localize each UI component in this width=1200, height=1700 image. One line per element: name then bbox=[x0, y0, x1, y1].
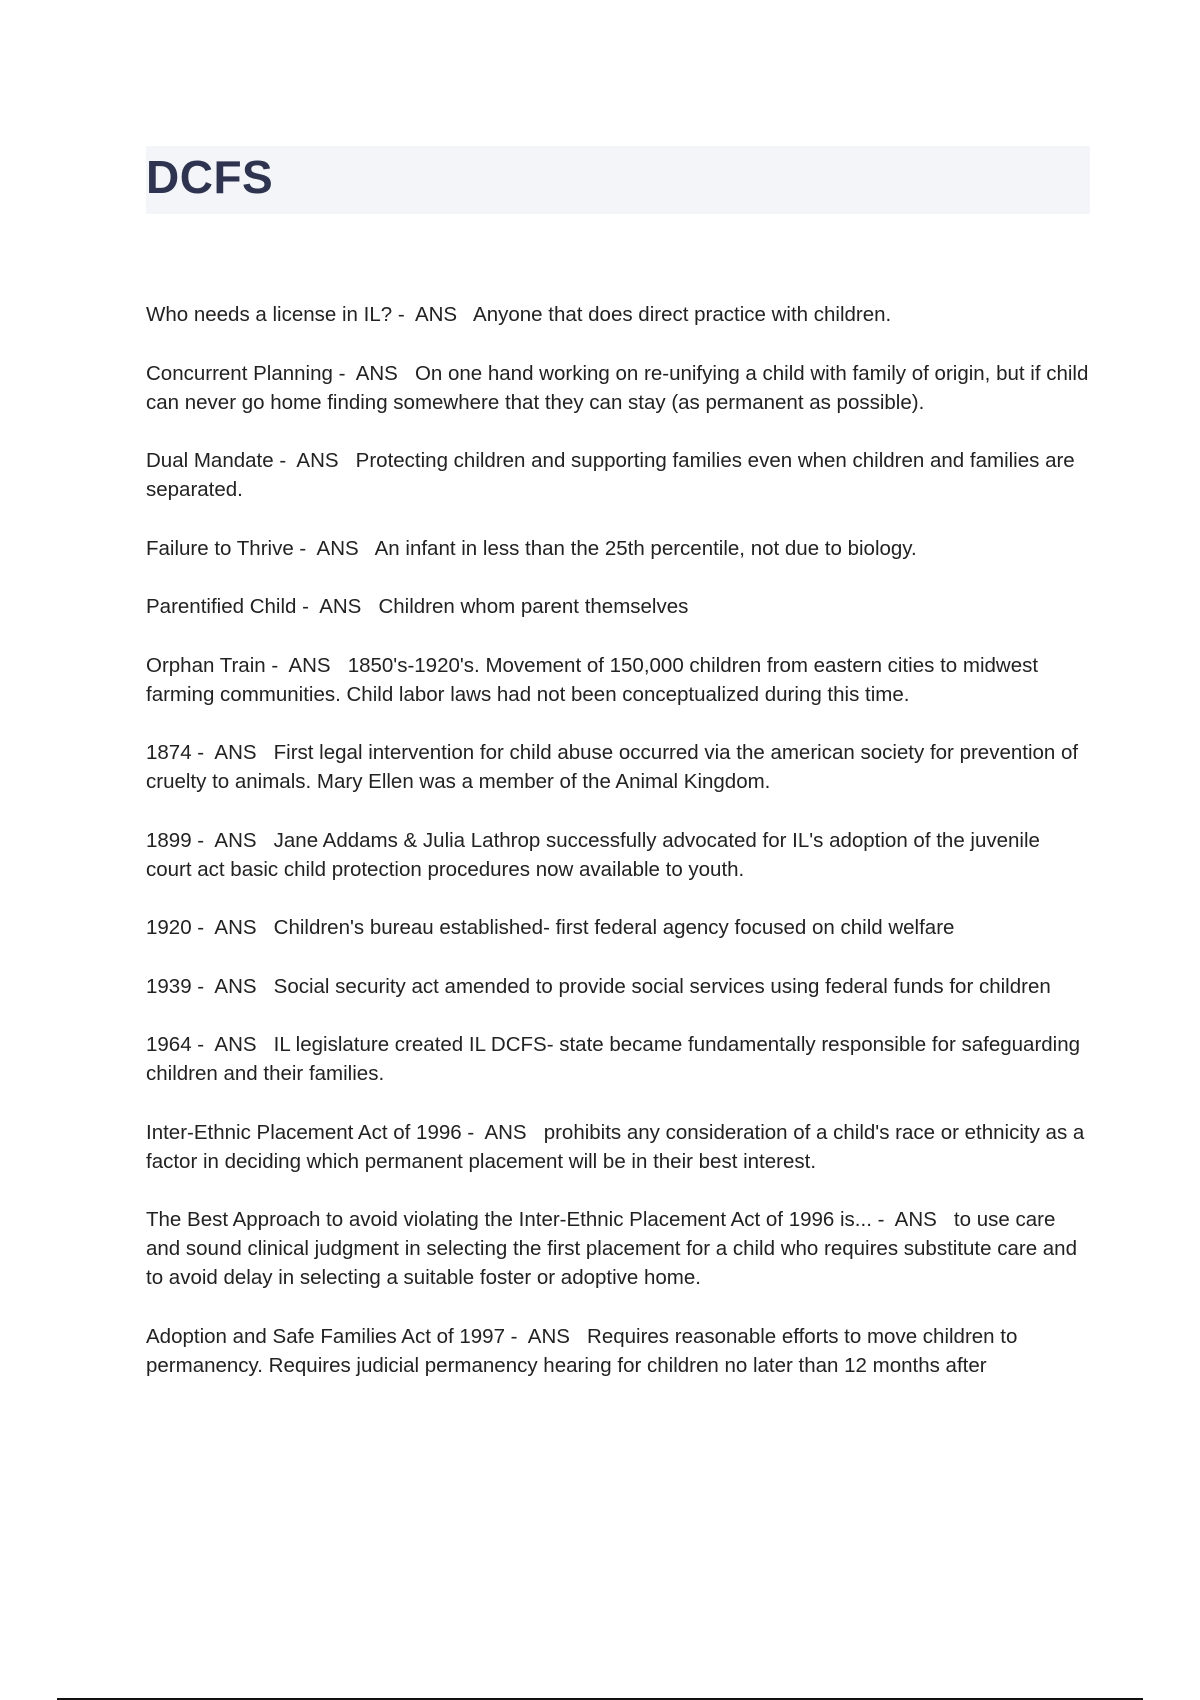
qa-separator: - ANS bbox=[191, 916, 274, 939]
qa-answer: prohibits any consideration of a child's race or ethnicity as a factor in deciding which permanent placement will be in their best interest. bbox=[146, 1120, 1085, 1173]
qa-term: Inter-Ethnic Placement Act of 1996 bbox=[146, 1120, 462, 1144]
qa-item bbox=[146, 738, 1090, 796]
page-title: DCFS bbox=[146, 151, 274, 203]
qa-item bbox=[146, 592, 1090, 621]
qa-term: 1899 bbox=[146, 828, 192, 852]
qa-answer: Jane Addams & Julia Lathrop successfully advocated for IL's adoption of the juvenile court act basic child protection procedures now available to youth. bbox=[146, 828, 1040, 881]
qa-separator: - ANS bbox=[296, 595, 379, 618]
qa-term: Adoption and Safe Families Act of 1997 bbox=[146, 1324, 505, 1348]
qa-term: 1964 bbox=[146, 1033, 192, 1056]
qa-answer: An infant in less than the 25th percentile, not due to biology. bbox=[374, 536, 917, 560]
qa-item bbox=[146, 826, 1090, 884]
qa-term: Dual Mandate bbox=[146, 449, 274, 472]
qa-item bbox=[146, 651, 1090, 709]
qa-item bbox=[146, 300, 1090, 329]
qa-separator: - ANS bbox=[504, 1324, 588, 1348]
qa-item bbox=[146, 534, 1090, 563]
qa-separator: - ANS bbox=[392, 303, 474, 326]
qa-item bbox=[146, 913, 1090, 942]
qa-term: 1920 bbox=[146, 916, 192, 939]
qa-separator: - ANS bbox=[191, 974, 274, 998]
qa-answer: Children's bureau established- first federal agency focused on child welfare bbox=[273, 916, 955, 939]
title-band bbox=[146, 146, 1090, 214]
qa-term: Orphan Train bbox=[146, 653, 266, 677]
qa-item bbox=[146, 446, 1090, 504]
qa-term: Parentified Child bbox=[146, 595, 297, 618]
qa-separator: - ANS bbox=[332, 361, 415, 385]
qa-answer: On one hand working on re-unifying a child with family of origin, but if child can never go home finding somewhere that they can stay (as permanent as possible). bbox=[146, 361, 1089, 414]
qa-separator: - ANS bbox=[273, 449, 356, 472]
qa-answer: Requires reasonable efforts to move children to permanency. Requires judicial permanency hearing for children no later than 12 months after bbox=[146, 1324, 1018, 1377]
qa-term: Concurrent Planning bbox=[146, 361, 333, 385]
qa-separator: - ANS bbox=[265, 653, 348, 677]
qa-separator: - ANS bbox=[461, 1120, 544, 1144]
qa-term: 1874 bbox=[146, 741, 192, 764]
qa-answer: Anyone that does direct practice with children. bbox=[473, 303, 892, 326]
qa-answer: Children whom parent themselves bbox=[378, 595, 689, 618]
qa-item bbox=[146, 972, 1090, 1001]
qa-answer: First legal intervention for child abuse occurred via the american society for prevention of cruelty to animals. Mary Ellen was a member of the Animal Kingdom. bbox=[146, 741, 1079, 793]
qa-separator: - ANS bbox=[191, 1033, 274, 1056]
qa-term: The Best Approach to avoid violating the Inter-Ethnic Placement Act of 1996 is... bbox=[146, 1208, 872, 1231]
qa-answer: Protecting children and supporting families even when children and families are separated. bbox=[146, 449, 1075, 501]
qa-term: Failure to Thrive bbox=[146, 536, 294, 560]
qa-separator: - ANS bbox=[191, 828, 274, 852]
qa-separator: - ANS bbox=[191, 741, 274, 764]
qa-answer: to use care and sound clinical judgment in selecting the first placement for a child who requires substitute care and to avoid delay in selecting a suitable foster or adoptive home. bbox=[146, 1208, 1077, 1289]
qa-item bbox=[146, 359, 1090, 417]
qa-term: Who needs a license in IL? bbox=[146, 303, 393, 326]
qa-answer: IL legislature created IL DCFS- state became fundamentally responsible for safeguarding children and their families. bbox=[146, 1033, 1081, 1085]
qa-separator: - ANS bbox=[293, 536, 375, 560]
qa-answer: 1850's-1920's. Movement of 150,000 children from eastern cities to midwest farming communities. Child labor laws had not been conceptualized during this time. bbox=[146, 653, 1039, 706]
qa-item bbox=[146, 1205, 1090, 1292]
qa-item bbox=[146, 1118, 1090, 1176]
qa-answer: Social security act amended to provide social services using federal funds for children bbox=[273, 974, 1051, 998]
qa-item bbox=[146, 1322, 1090, 1380]
qa-separator: - ANS bbox=[871, 1208, 954, 1231]
qa-item bbox=[146, 1030, 1090, 1088]
qa-term: 1939 bbox=[146, 974, 192, 998]
qa-list bbox=[146, 300, 1090, 1409]
